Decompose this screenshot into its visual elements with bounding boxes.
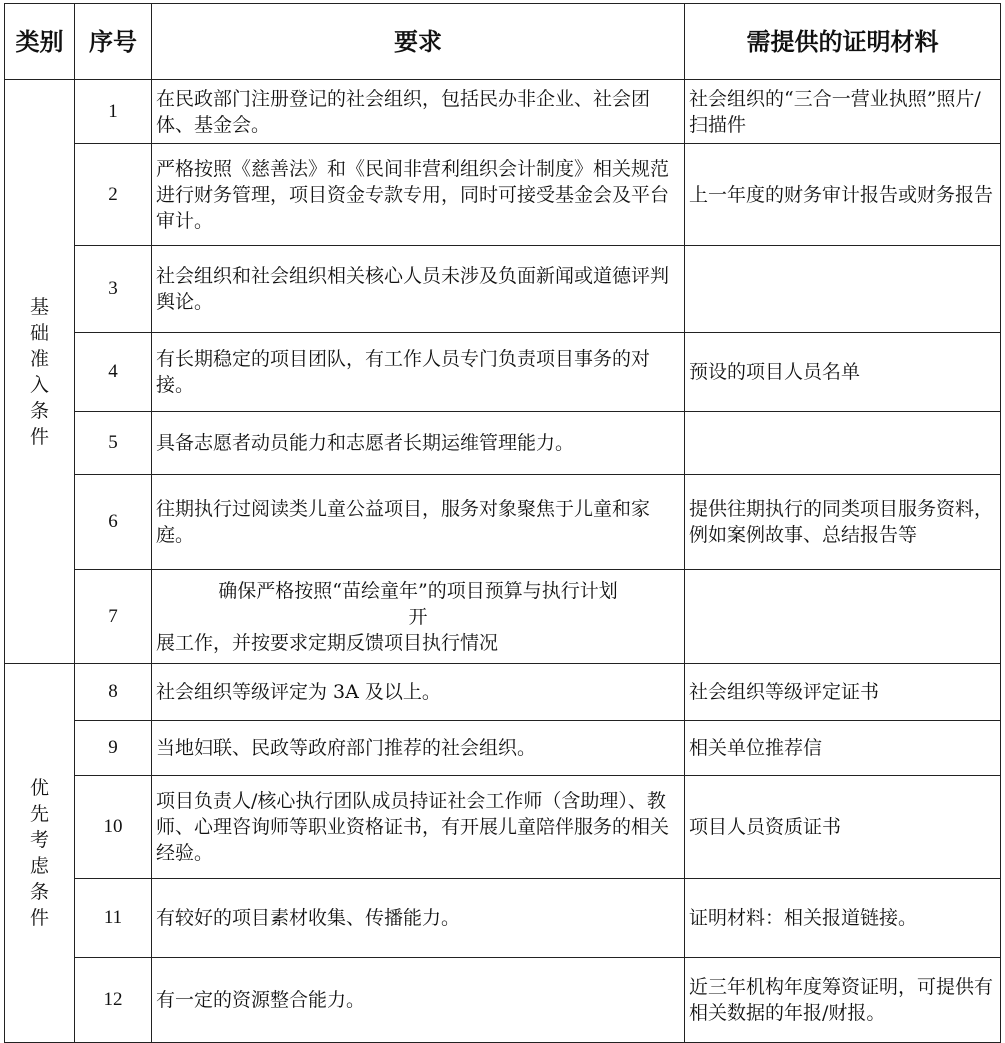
- material-text: 提供往期执行的同类项目服务资料，例如案例故事、总结报告等: [685, 475, 1001, 570]
- table-row: [5, 246, 1001, 333]
- requirement-text: 有一定的资源整合能力。: [152, 958, 685, 1043]
- material-text: 证明材料：相关报道链接。: [685, 879, 1001, 958]
- requirement-text: 具备志愿者动员能力和志愿者长期运维管理能力。: [152, 412, 685, 475]
- category-char: 考: [29, 829, 49, 851]
- requirement-text: 项目负责人/核心执行团队成员持证社会工作师（含助理）、教师、心理咨询师等职业资格证书，有开展儿童陪伴服务的相关经验。: [152, 776, 685, 879]
- row-number: 3: [75, 246, 152, 333]
- category-char: 件: [29, 425, 49, 448]
- row-number: 9: [75, 721, 152, 776]
- material-text: [685, 246, 1001, 333]
- row-number: 1: [75, 80, 152, 144]
- requirement-text: 有较好的项目素材收集、传播能力。: [152, 879, 685, 958]
- table-row: [5, 879, 1001, 958]
- material-text: 相关单位推荐信: [685, 721, 1001, 776]
- row-number: 7: [75, 570, 152, 664]
- requirement-text: 往期执行过阅读类儿童公益项目，服务对象聚焦于儿童和家庭。: [152, 475, 685, 570]
- material-text: 近三年机构年度筹资证明，可提供有相关数据的年报/财报。: [685, 958, 1001, 1043]
- table-row: [5, 475, 1001, 570]
- header-row: [5, 4, 1001, 80]
- table-row: [5, 958, 1001, 1043]
- requirement-text: 社会组织和社会组织相关核心人员未涉及负面新闻或道德评判舆论。: [152, 246, 685, 333]
- material-text: 上一年度的财务审计报告或财务报告: [685, 144, 1001, 246]
- row-number: 5: [75, 412, 152, 475]
- requirement-line: 开: [408, 605, 428, 628]
- material-text: 预设的项目人员名单: [685, 333, 1001, 412]
- table-row: [5, 333, 1001, 412]
- requirement-text: [152, 570, 685, 664]
- requirement-text: 严格按照《慈善法》和《民间非营利组织会计制度》相关规范进行财务管理，项目资金专款专用，同时可接受基金会及平台审计。: [152, 144, 685, 246]
- table-row: [5, 664, 1001, 721]
- row-number: 8: [75, 664, 152, 721]
- requirement-text: 社会组织等级评定为 3A 及以上。: [152, 664, 685, 721]
- requirements-table: [4, 3, 1001, 1043]
- requirement-text: 当地妇联、民政等政府部门推荐的社会组织。: [152, 721, 685, 776]
- category-char: 虑: [29, 855, 49, 877]
- table-row: [5, 721, 1001, 776]
- category-char: 入: [29, 373, 49, 396]
- header-requirement: 要求: [152, 4, 685, 80]
- row-number: 2: [75, 144, 152, 246]
- category-char: 条: [29, 881, 49, 903]
- table-row: [5, 412, 1001, 475]
- category-char: 优: [29, 777, 49, 799]
- material-text: 社会组织的“三合一营业执照”照片/扫描件: [685, 80, 1001, 144]
- material-text: [685, 412, 1001, 475]
- row-number: 12: [75, 958, 152, 1043]
- row-number: 10: [75, 776, 152, 879]
- requirement-text: 有长期稳定的项目团队，有工作人员专门负责项目事务的对接。: [152, 333, 685, 412]
- header-number: 序号: [75, 4, 152, 80]
- category-char: 础: [29, 321, 49, 344]
- row-number: 11: [75, 879, 152, 958]
- category-char: 条: [29, 399, 49, 422]
- requirement-line: 展工作，并按要求定期反馈项目执行情况: [156, 631, 499, 654]
- header-material: 需提供的证明材料: [685, 4, 1001, 80]
- table-row: [5, 80, 1001, 144]
- requirement-text: 在民政部门注册登记的社会组织，包括民办非企业、社会团体、基金会。: [152, 80, 685, 144]
- category-char: 基: [29, 295, 49, 318]
- material-text: [685, 570, 1001, 664]
- table-row: [5, 776, 1001, 879]
- material-text: 项目人员资质证书: [685, 776, 1001, 879]
- row-number: 6: [75, 475, 152, 570]
- header-category: 类别: [5, 4, 75, 80]
- table-row: [5, 570, 1001, 664]
- category-char: 先: [29, 803, 49, 825]
- row-number: 4: [75, 333, 152, 412]
- category-basic: [5, 80, 75, 664]
- category-priority: [5, 664, 75, 1043]
- table-row: [5, 144, 1001, 246]
- material-text: 社会组织等级评定证书: [685, 664, 1001, 721]
- category-char: 准: [29, 347, 49, 370]
- category-char: 件: [29, 907, 49, 929]
- requirement-line: 确保严格按照“苗绘童年”的项目预算与执行计划: [218, 579, 618, 602]
